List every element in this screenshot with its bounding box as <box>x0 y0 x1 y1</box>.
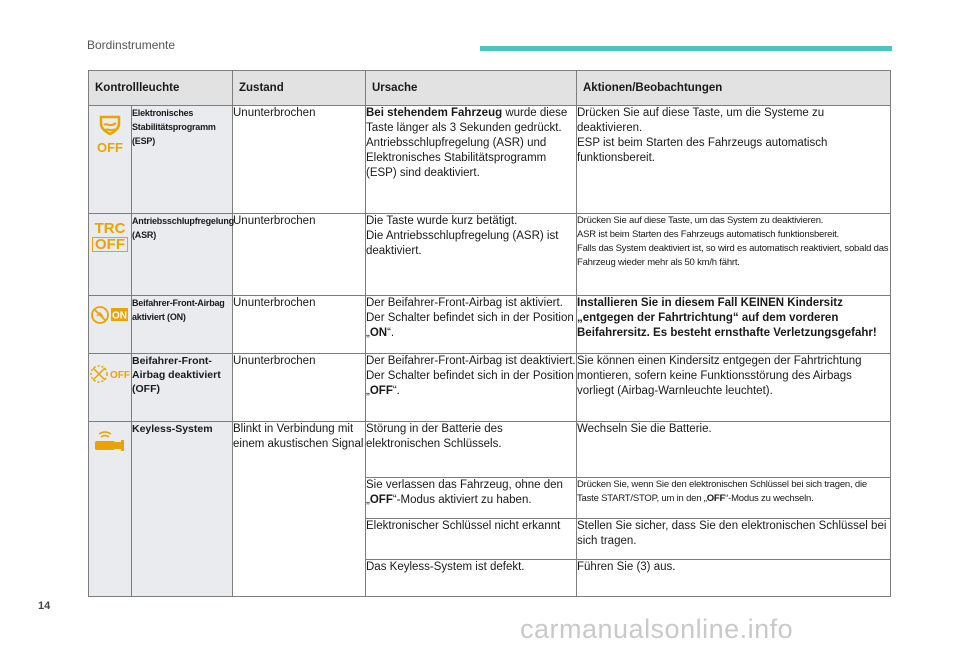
keyless-action-3: Stellen Sie sicher, dass Sie den elektronischen Schlüssel bei sich tragen. <box>577 519 891 560</box>
keyless-label: Keyless-System <box>132 422 233 597</box>
esp-action <box>577 106 891 214</box>
keyless-cause-1: Störung in der Batterie des elektronischen Schlüssels. <box>366 422 577 478</box>
airbag-on-icon <box>90 304 130 326</box>
column-header-kontrollleuchte: Kontrollleuchte <box>89 71 233 106</box>
trc-icon-text: TRC <box>94 220 126 237</box>
asr-action <box>577 214 891 296</box>
table-row-asr <box>89 214 891 296</box>
airbag-on-cause-1: Der Beifahrer-Front-Airbag ist aktiviert. <box>366 297 563 309</box>
asr-label: Antriebsschlupfregelung (ASR) <box>132 214 233 296</box>
trc-off-icon <box>92 221 128 252</box>
airbag-off-icon <box>89 362 131 386</box>
table-row-esp <box>89 106 891 214</box>
section-title: Bordinstrumente <box>87 38 176 52</box>
airbag-on-icon-cell <box>89 296 132 354</box>
asr-cause-1: Die Taste wurde kurz betätigt. <box>366 215 518 227</box>
airbag-off-icon-cell <box>89 354 132 422</box>
airbag-off-cause-2b: OFF <box>369 385 393 397</box>
keyless-cause-2b: OFF <box>369 494 393 506</box>
esp-action-1: Drücken Sie auf diese Taste, um die Systeme zu deaktivieren. <box>577 107 825 134</box>
esp-label: Elektronisches Stabilitätsprogramm (ESP) <box>132 106 233 214</box>
esp-cause <box>366 106 577 214</box>
airbag-on-cause <box>366 296 577 354</box>
column-header-aktionen: Aktionen/Beobachtungen <box>577 71 891 106</box>
keyless-action-4: Führen Sie (3) aus. <box>577 560 891 597</box>
watermark: carmanualsonline.info <box>520 614 794 644</box>
airbag-off-cause-2a: Der Schalter befindet sich in der Position „ <box>366 370 574 397</box>
keyless-cause-2 <box>366 478 577 519</box>
keyless-state: Blinkt in Verbindung mit einem akustischen Signal <box>233 422 366 597</box>
airbag-off-cause <box>366 354 577 422</box>
keyless-action-1: Wechseln Sie die Batterie. <box>577 422 891 478</box>
table-row-airbag-off <box>89 354 891 422</box>
esp-off-icon <box>95 114 125 156</box>
keyless-icon-cell <box>89 422 132 597</box>
table-row-keyless-1 <box>89 422 891 478</box>
table-header-row <box>89 71 891 106</box>
airbag-on-cause-2c: “. <box>387 327 395 339</box>
asr-action-1: Drücken Sie auf diese Taste, um das System zu deaktivieren. <box>577 215 824 226</box>
airbag-on-label: Beifahrer-Front-Airbag aktiviert (ON) <box>132 296 233 354</box>
keyless-action-2 <box>577 478 891 519</box>
asr-icon-cell <box>89 214 132 296</box>
esp-state: Ununterbrochen <box>233 106 366 214</box>
airbag-on-cause-2b: ON <box>369 327 388 339</box>
keyless-cause-2c: “-Modus aktiviert zu haben. <box>392 494 532 506</box>
airbag-on-action: Installieren Sie in diesem Fall KEINEN Kindersitz „entgegen der Fahrtrichtung“ auf dem vorderen Beifahrersitz. Es besteht ernsthafte Verletzungsgefahr! <box>577 296 891 354</box>
asr-cause <box>366 214 577 296</box>
table-row-airbag-on <box>89 296 891 354</box>
column-header-ursache: Ursache <box>366 71 577 106</box>
column-header-zustand: Zustand <box>233 71 366 106</box>
airbag-off-cause-2c: “. <box>392 385 400 397</box>
keyless-cause-3: Elektronischer Schlüssel nicht erkannt <box>366 519 577 560</box>
asr-cause-2: Die Antriebsschlupfregelung (ASR) ist deaktiviert. <box>366 230 559 257</box>
airbag-off-state: Ununterbrochen <box>233 354 366 422</box>
asr-state: Ununterbrochen <box>233 214 366 296</box>
keyless-cause-4: Das Keyless-System ist defekt. <box>366 560 577 597</box>
key-fob-icon <box>93 430 127 452</box>
airbag-off-cause-1: Der Beifahrer-Front-Airbag ist deaktiviert. <box>366 355 576 367</box>
airbag-on-state: Ununterbrochen <box>233 296 366 354</box>
esp-cause-2: Antriebsschlupfregelung (ASR) und Elektronisches Stabilitätsprogramm (ESP) sind deaktiviert. <box>366 137 547 179</box>
header-accent-bar <box>480 46 892 51</box>
esp-cause-bold: Bei stehendem Fahrzeug <box>366 107 503 119</box>
esp-icon-cell <box>89 106 132 214</box>
trc-off-icon-text: OFF <box>92 237 128 252</box>
airbag-off-icon-text: OFF <box>110 370 130 381</box>
keyless-action-2c: “-Modus zu wechseln. <box>725 493 814 504</box>
esp-off-icon-text: OFF <box>97 140 123 155</box>
asr-action-3: Falls das System deaktiviert ist, so wird es automatisch reaktiviert, sobald das Fahrzeug wieder mehr als 50 km/h fährt. <box>577 243 889 268</box>
keyless-cause-2a: Sie verlassen das Fahrzeug, ohne den „ <box>366 479 563 506</box>
keyless-action-2b: OFF <box>706 493 726 504</box>
warning-light-table <box>88 70 891 597</box>
keyless-action-2a: Drücken Sie, wenn Sie den elektronischen Schlüssel bei sich tragen, die Taste START/STOP, um in den „ <box>577 479 867 504</box>
page-number: 14 <box>38 600 51 612</box>
airbag-off-action: Sie können einen Kindersitz entgegen der Fahrtrichtung montieren, sofern keine Funktionsstörung des Airbags vorliegt (Airbag-Warnleuchte leuchtet). <box>577 354 891 422</box>
asr-action-2: ASR ist beim Starten des Fahrzeugs automatisch funktionsbereit. <box>577 229 839 240</box>
airbag-off-label: Beifahrer-Front-Airbag deaktiviert (OFF) <box>132 354 233 422</box>
airbag-on-icon-text: ON <box>112 310 127 322</box>
airbag-on-cause-2a: Der Schalter befindet sich in der Position „ <box>366 312 574 339</box>
esp-action-2: ESP ist beim Starten des Fahrzeugs automatisch funktionsbereit. <box>577 137 828 164</box>
esp-cause-rest: wurde diese Taste länger als 3 Sekunden gedrückt. <box>366 107 568 134</box>
